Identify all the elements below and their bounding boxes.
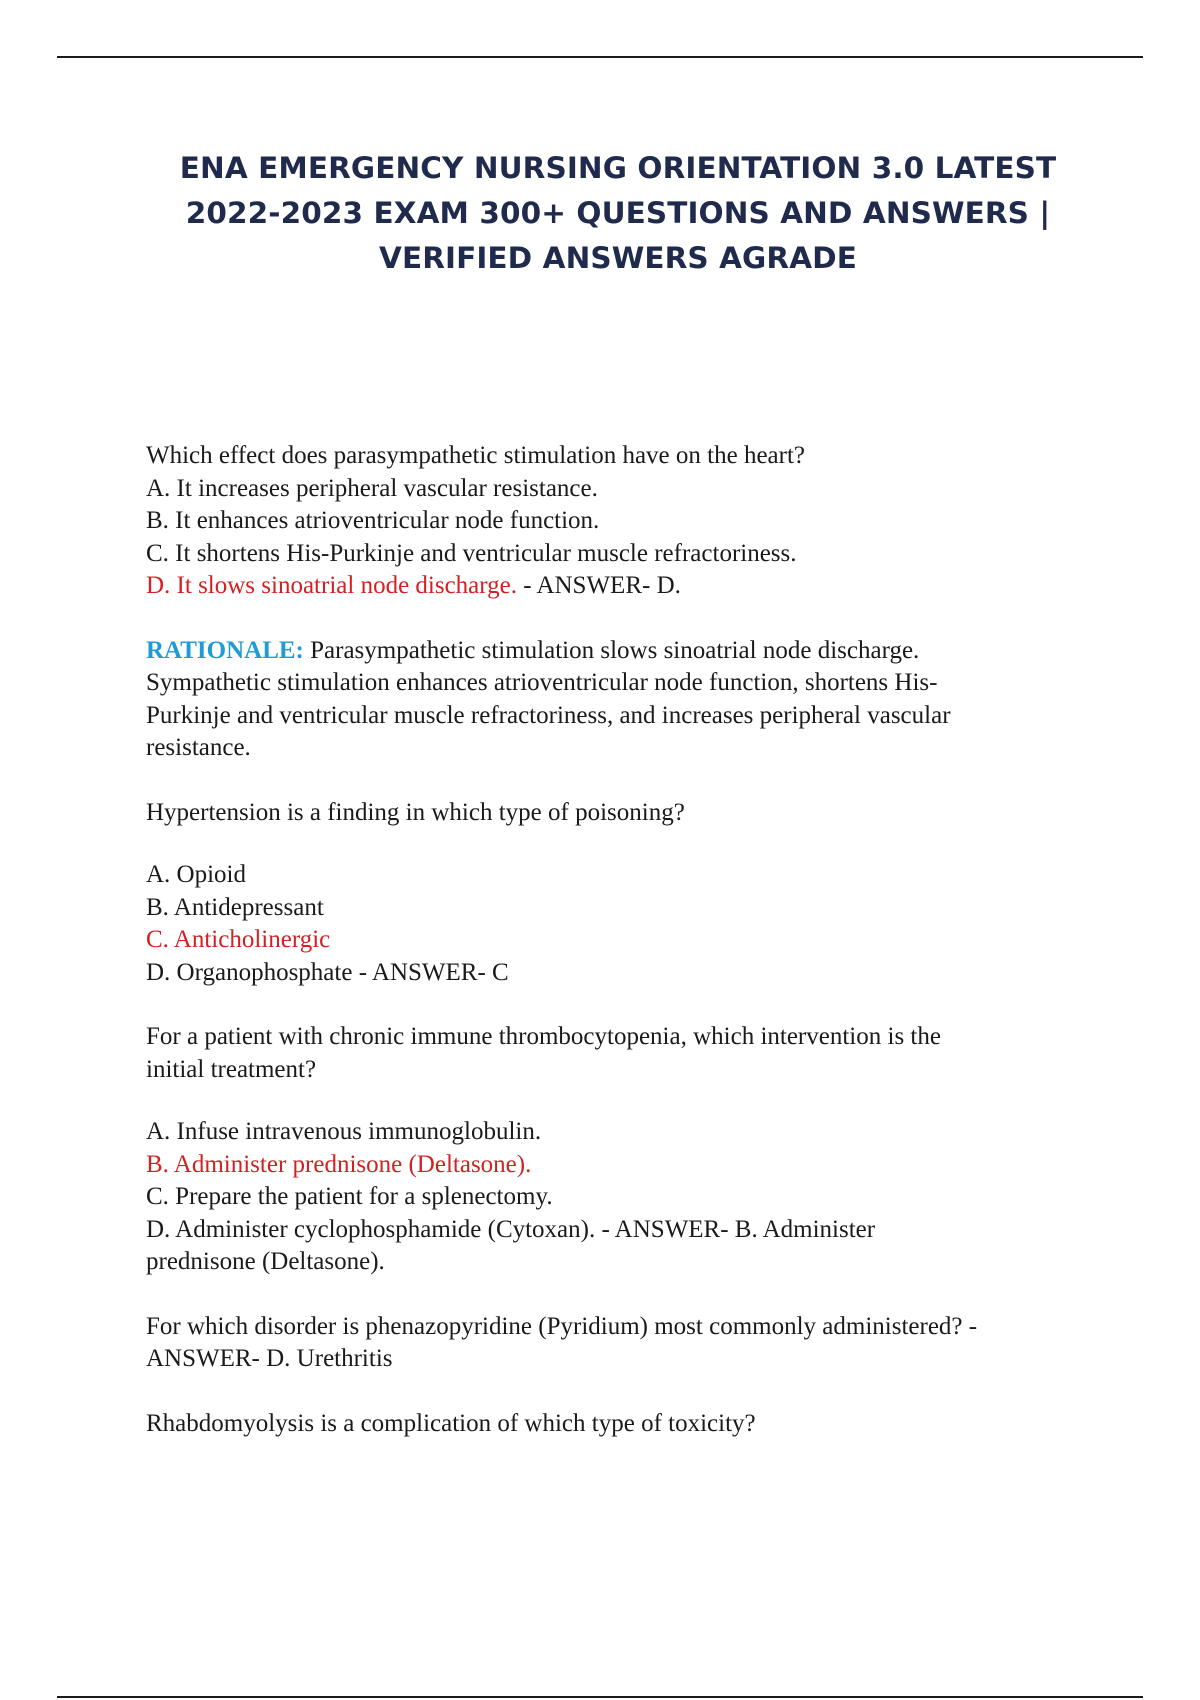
answer-key: - ANSWER- D. [517, 572, 681, 599]
rationale-row-1 [146, 635, 1096, 668]
question-text: Hypertension is a finding in which type of poisoning? [146, 798, 685, 826]
correct-option-b: B. Administer prednisone (Deltasone). [146, 1150, 532, 1178]
option-d-answer: D. Organophosphate - ANSWER- C [146, 958, 509, 986]
rationale-text-2: Sympathetic stimulation enhances atrioventricular node function, shortens His- [146, 669, 938, 696]
bottom-rule [57, 1696, 1143, 1698]
option-b: B. Antidepressant [146, 893, 324, 921]
spacer [146, 829, 1096, 859]
question-block-2 [146, 797, 1096, 990]
question-text: For which disorder is phenazopyridine (Pyridium) most commonly administered? - [146, 1312, 978, 1340]
rationale-label: RATIONALE: [146, 636, 304, 664]
option-d-answer-2: prednisone (Deltasone). [146, 1248, 385, 1275]
question-text: Rhabdomyolysis is a complication of which type of toxicity? [146, 1409, 756, 1437]
document-title [120, 146, 1116, 281]
question-text-2: initial treatment? [146, 1055, 317, 1083]
spacer [146, 1086, 1096, 1116]
option-c: C. Prepare the patient for a splenectomy. [146, 1183, 553, 1210]
document-body [146, 440, 1096, 1440]
correct-option-c: C. Anticholinergic [146, 926, 331, 953]
rationale-block [146, 635, 1096, 765]
question-text: Which effect does parasympathetic stimulation have on the heart? [146, 442, 806, 469]
question-block-4 [146, 1311, 1096, 1376]
title-line-3: VERIFIED ANSWERS AGRADE [379, 241, 857, 275]
title-line-2: 2022-2023 EXAM 300+ QUESTIONS AND ANSWERS | [185, 196, 1051, 230]
option-b: B. It enhances atrioventricular node function. [146, 507, 600, 534]
option-a: A. It increases peripheral vascular resistance. [146, 474, 598, 502]
spacer [146, 1279, 1096, 1311]
option-a: A. Opioid [146, 861, 246, 888]
answer-key: ANSWER- D. Urethritis [146, 1345, 393, 1372]
correct-option-d: D. It slows sinoatrial node discharge. [146, 572, 517, 599]
rationale-text-1: Parasympathetic stimulation slows sinoatrial node discharge. [303, 636, 920, 664]
top-rule [57, 56, 1143, 58]
option-d-row [146, 570, 1096, 603]
spacer [146, 989, 1096, 1021]
option-d-answer-1: D. Administer cyclophosphamide (Cytoxan). - ANSWER- B. Administer [146, 1215, 876, 1243]
option-a: A. Infuse intravenous immunoglobulin. [146, 1118, 542, 1145]
question-text-1: For a patient with chronic immune thrombocytopenia, which intervention is the [146, 1023, 941, 1050]
rationale-text-3: Purkinje and ventricular muscle refractoriness, and increases peripheral vascular [146, 701, 951, 729]
option-c: C. It shortens His-Purkinje and ventricular muscle refractoriness. [146, 539, 797, 567]
title-line-1: ENA EMERGENCY NURSING ORIENTATION 3.0 LATEST [179, 151, 1057, 185]
rationale-text-4: resistance. [146, 734, 251, 761]
spacer [146, 1376, 1096, 1408]
question-block-1 [146, 440, 1096, 603]
question-block-3 [146, 1021, 1096, 1279]
spacer [146, 603, 1096, 635]
spacer [146, 765, 1096, 797]
question-block-5 [146, 1408, 1096, 1441]
